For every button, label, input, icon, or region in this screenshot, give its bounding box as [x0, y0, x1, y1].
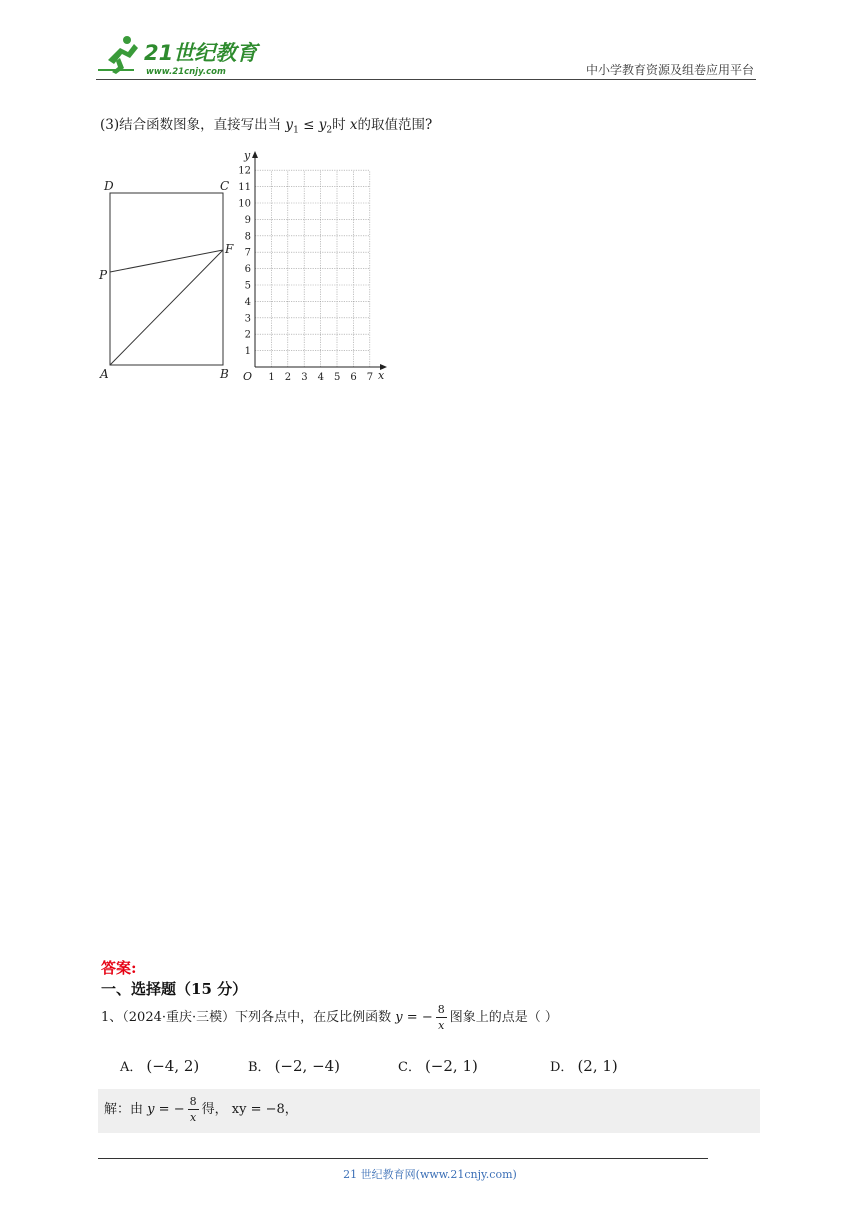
x-tick-label: 2 — [284, 372, 292, 383]
coordinate-grid-figure — [228, 145, 393, 390]
solution-text — [104, 1096, 298, 1123]
choice-d — [550, 1056, 618, 1075]
choice-b-letter: B． — [248, 1060, 271, 1075]
logo-text: 21世纪教育 — [144, 41, 258, 65]
sol-eq: = — [158, 1102, 170, 1117]
sol-result: xy = −8， — [231, 1102, 298, 1117]
label-a: A — [100, 367, 109, 381]
sol-mid: 得， — [201, 1102, 228, 1117]
q3-text-pre: (3)结合函数图象，直接写出当 — [100, 117, 282, 133]
sol-neg: − — [173, 1102, 185, 1117]
y-tick-label: 1 — [244, 346, 251, 358]
label-b: B — [220, 367, 229, 381]
x-axis-label: x — [378, 369, 385, 382]
y-tick-label: 3 — [244, 313, 251, 325]
choice-d-point: (2, 1) — [577, 1057, 618, 1075]
x-tick-label: 5 — [334, 372, 341, 383]
q3-post: 的取值范围? — [357, 117, 433, 133]
section-title: 一、选择题（15 分） — [101, 980, 248, 998]
footer-link[interactable]: 21 世纪教育网(www.21cnjy.com) — [343, 1168, 517, 1181]
choice-c-letter: C． — [398, 1060, 421, 1075]
q3-y1: y — [285, 117, 294, 133]
answer-label: 答案: — [101, 959, 137, 977]
q3-mid: 时 — [332, 117, 346, 133]
sol-numerator: 8 — [189, 1095, 197, 1108]
q3-sub2: 2 — [326, 125, 333, 136]
label-p: P — [99, 268, 108, 282]
x-tick-label: 6 — [350, 372, 357, 383]
sol-fraction — [188, 1096, 199, 1123]
y-tick-label: 8 — [244, 231, 251, 243]
segment-pf — [110, 250, 223, 272]
segment-af — [110, 250, 223, 365]
y-tick-label: 10 — [238, 198, 251, 210]
q3-sub1: 1 — [293, 125, 299, 136]
y-tick-label: 11 — [238, 182, 251, 194]
q1-fraction — [436, 1004, 447, 1031]
q1-numerator: 8 — [437, 1003, 445, 1016]
y-axis-arrow — [252, 151, 258, 158]
y-tick-label: 9 — [244, 214, 251, 226]
choice-a — [120, 1056, 199, 1075]
q3-le: ≤ — [303, 117, 315, 133]
q1-neg: − — [421, 1010, 433, 1025]
q1-prefix: 1、（2024·重庆·三模）下列各点中，在反比例函数 — [101, 1010, 392, 1025]
choice-b-point: (−2, −4) — [274, 1057, 341, 1075]
rectangle-abcd — [110, 193, 223, 365]
y-axis-label: y — [244, 149, 251, 162]
y-tick-label: 4 — [244, 296, 251, 308]
site-logo — [94, 34, 264, 78]
q1-suffix: 图象上的点是（ ） — [449, 1010, 558, 1025]
footer-rule — [98, 1158, 708, 1159]
choice-c — [398, 1056, 478, 1075]
q1-denominator: x — [438, 1019, 445, 1032]
question-1 — [101, 1004, 558, 1031]
x-tick-label: 4 — [317, 372, 324, 383]
label-f: F — [225, 242, 234, 256]
sol-prefix: 解：由 — [104, 1102, 144, 1117]
choice-b — [248, 1056, 340, 1075]
sol-func-lhs: y — [147, 1102, 155, 1117]
q1-func-lhs: y — [395, 1010, 403, 1025]
choice-a-letter: A． — [120, 1060, 143, 1075]
label-d: D — [104, 179, 114, 193]
q3-x: x — [349, 117, 358, 133]
y-tick-label: 2 — [244, 329, 251, 341]
q3-y2: y — [318, 117, 327, 133]
origin-label: O — [243, 370, 253, 383]
choice-d-letter: D． — [550, 1060, 574, 1075]
y-tick-label: 5 — [244, 280, 251, 292]
label-c: C — [220, 179, 230, 193]
y-tick-label: 6 — [244, 264, 251, 276]
choice-a-point: (−4, 2) — [146, 1057, 200, 1075]
x-tick-label: 3 — [301, 372, 308, 383]
grid-lines — [255, 170, 370, 367]
x-tick-label: 7 — [366, 372, 374, 383]
choice-c-point: (−2, 1) — [424, 1057, 478, 1075]
sol-denominator: x — [190, 1111, 197, 1124]
site-tag: 中小学教育资源及组卷应用平台 — [585, 63, 754, 77]
runner-icon — [98, 36, 138, 74]
x-tick-label: 1 — [268, 372, 275, 383]
rectangle-figure — [96, 170, 246, 390]
question-3 — [100, 113, 432, 136]
header-rule — [96, 79, 756, 80]
logo-url: www.21cnjy.com — [146, 67, 226, 77]
y-tick-label: 12 — [238, 165, 251, 177]
q1-eq: = — [406, 1010, 418, 1025]
y-tick-label: 7 — [244, 247, 251, 259]
